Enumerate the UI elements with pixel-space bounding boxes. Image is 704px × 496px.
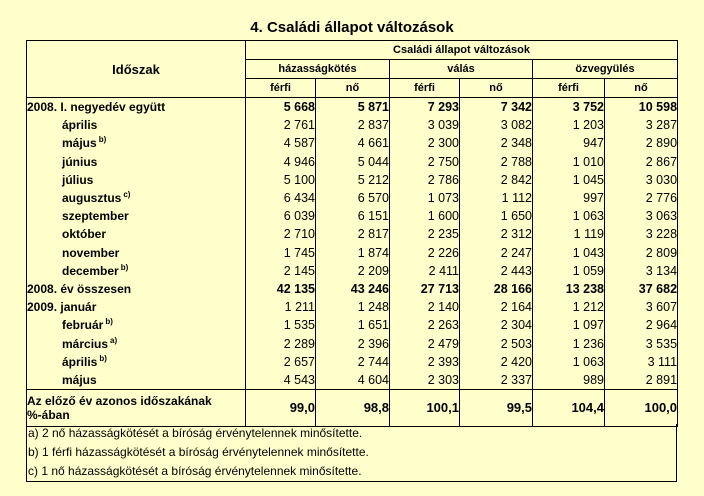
footnote-ref: b) [105, 317, 113, 327]
value-cell: 4 946 [246, 153, 316, 171]
row-label-text: 2009. január [27, 300, 97, 315]
value-cell: 1 600 [390, 207, 460, 225]
value-cell: 4 587 [246, 134, 316, 152]
value-cell: 2 396 [316, 334, 390, 352]
table-row [27, 353, 678, 371]
value-cell: 1 203 [533, 116, 605, 134]
table-row [27, 189, 678, 207]
page-title: 4. Családi állapot változások [250, 19, 454, 36]
row-label [27, 171, 246, 189]
table-row [27, 280, 678, 298]
value-cell: 2 304 [460, 316, 533, 334]
row-label [27, 316, 246, 334]
value-cell: 2 235 [390, 225, 460, 243]
value-cell: 6 039 [246, 207, 316, 225]
value-cell: 1 236 [533, 334, 605, 352]
value-cell: 1 063 [533, 207, 605, 225]
value-cell: 6 570 [316, 189, 390, 207]
table-row [27, 334, 678, 352]
value-cell: 13 238 [533, 280, 605, 298]
value-cell: 2 443 [460, 262, 533, 280]
value-cell: 5 044 [316, 153, 390, 171]
value-cell: 2 337 [460, 371, 533, 390]
table-row [27, 207, 678, 225]
value-cell: 1 043 [533, 244, 605, 262]
value-cell: 4 543 [246, 371, 316, 390]
value-cell: 2 312 [460, 225, 533, 243]
value-cell: 3 535 [605, 334, 678, 352]
value-cell: 42 135 [246, 280, 316, 298]
value-cell: 1 073 [390, 189, 460, 207]
value-cell: 2 761 [246, 116, 316, 134]
row-label [27, 334, 246, 352]
category-header: házasságkötés [246, 60, 390, 79]
group-header: Családi állapot változások [246, 41, 678, 60]
row-label [27, 298, 246, 316]
period-header: Időszak [27, 41, 246, 98]
row-label [27, 353, 246, 371]
value-cell: 6 151 [316, 207, 390, 225]
value-cell: 5 212 [316, 171, 390, 189]
value-cell: 3 752 [533, 98, 605, 117]
row-label-text: augusztus [62, 191, 122, 206]
value-cell: 1 010 [533, 153, 605, 171]
value-cell: 1 651 [316, 316, 390, 334]
value-cell: 43 246 [316, 280, 390, 298]
table-row [27, 153, 678, 171]
comparison-cell: 98,8 [316, 390, 390, 427]
value-cell: 2 809 [605, 244, 678, 262]
value-cell: 4 604 [316, 371, 390, 390]
value-cell: 1 874 [316, 244, 390, 262]
value-cell: 2 891 [605, 371, 678, 390]
value-cell: 947 [533, 134, 605, 152]
value-cell: 27 713 [390, 280, 460, 298]
value-cell: 1 045 [533, 171, 605, 189]
value-cell: 3 111 [605, 353, 678, 371]
footnote: c) 1 nő házasságkötését a bíróság érvénytelennek minősítette. [26, 462, 677, 482]
value-cell: 2 890 [605, 134, 678, 152]
value-cell: 2 744 [316, 353, 390, 371]
sub-header: férfi [533, 79, 605, 98]
footnote-ref: a) [110, 335, 118, 345]
row-label-text: február [62, 318, 104, 333]
row-label [27, 134, 246, 152]
value-cell: 1 248 [316, 298, 390, 316]
value-cell: 2 842 [460, 171, 533, 189]
value-cell: 2 817 [316, 225, 390, 243]
footnote-ref: b) [120, 262, 129, 272]
value-cell: 2 263 [390, 316, 460, 334]
value-cell: 2 750 [390, 153, 460, 171]
value-cell: 3 030 [605, 171, 678, 189]
comparison-cell: 104,4 [533, 390, 605, 427]
comparison-cell: 100,0 [605, 390, 678, 427]
sub-header: nő [460, 79, 533, 98]
category-header: özvegyülés [533, 60, 678, 79]
value-cell: 3 287 [605, 116, 678, 134]
value-cell: 2 140 [390, 298, 460, 316]
value-cell: 2 393 [390, 353, 460, 371]
row-label [27, 225, 246, 243]
value-cell: 3 228 [605, 225, 678, 243]
row-label [27, 153, 246, 171]
value-cell: 2 837 [316, 116, 390, 134]
value-cell: 3 134 [605, 262, 678, 280]
value-cell: 2 226 [390, 244, 460, 262]
value-cell: 2 776 [605, 189, 678, 207]
footnotes [26, 424, 677, 482]
row-label-text: 2008. I. negyedév együtt [27, 100, 166, 115]
value-cell: 1 535 [246, 316, 316, 334]
row-label [27, 207, 246, 225]
value-cell: 2 420 [460, 353, 533, 371]
value-cell: 28 166 [460, 280, 533, 298]
row-label-text: május [62, 372, 97, 387]
value-cell: 3 607 [605, 298, 678, 316]
value-cell: 2 867 [605, 153, 678, 171]
row-label-text: július [62, 172, 94, 187]
table-row [27, 262, 678, 280]
row-label-text: június [62, 154, 98, 169]
table-row [27, 171, 678, 189]
footnote: b) 1 férfi házasságkötését a bíróság érvénytelennek minősítette. [26, 443, 677, 462]
value-cell: 5 871 [316, 98, 390, 117]
footnote-ref: b) [99, 353, 107, 363]
value-cell: 2 289 [246, 334, 316, 352]
row-label [27, 116, 246, 134]
comparison-cell: 99,0 [246, 390, 316, 427]
value-cell: 1 063 [533, 353, 605, 371]
value-cell: 4 661 [316, 134, 390, 152]
row-label-text: október [62, 227, 107, 242]
sub-header: férfi [390, 79, 460, 98]
data-table [26, 40, 678, 427]
value-cell: 2 503 [460, 334, 533, 352]
footnote: a) 2 nő házasságkötését a bíróság érvénytelennek minősítette. [26, 424, 677, 443]
value-cell: 2 964 [605, 316, 678, 334]
row-label [27, 244, 246, 262]
category-header: válás [390, 60, 533, 79]
value-cell: 2 300 [390, 134, 460, 152]
footnote-ref: b) [98, 135, 107, 145]
row-label [27, 262, 246, 280]
value-cell: 2 479 [390, 334, 460, 352]
table-row [27, 371, 678, 390]
row-label-text: 2008. év összesen [27, 281, 132, 296]
row-label-text: szeptember [62, 209, 129, 224]
value-cell: 2 303 [390, 371, 460, 390]
row-label-text: november [62, 245, 120, 260]
value-cell: 2 411 [390, 262, 460, 280]
row-label-text: december [62, 263, 119, 278]
table-row [27, 225, 678, 243]
value-cell: 7 293 [390, 98, 460, 117]
value-cell: 1 059 [533, 262, 605, 280]
value-cell: 5 100 [246, 171, 316, 189]
value-cell: 5 668 [246, 98, 316, 117]
value-cell: 1 112 [460, 189, 533, 207]
value-cell: 1 745 [246, 244, 316, 262]
table-row [27, 134, 678, 152]
value-cell: 2 209 [316, 262, 390, 280]
sub-header: férfi [246, 79, 316, 98]
row-label [27, 371, 246, 390]
sub-header: nő [316, 79, 390, 98]
row-label-text: április [62, 118, 98, 133]
row-label-text: április [62, 354, 98, 369]
table-row [27, 316, 678, 334]
value-cell: 6 434 [246, 189, 316, 207]
comparison-label [27, 390, 246, 427]
footnote-ref: c) [123, 190, 131, 200]
value-cell: 2 788 [460, 153, 533, 171]
comparison-cell: 100,1 [390, 390, 460, 427]
row-label [27, 98, 246, 117]
value-cell: 7 342 [460, 98, 533, 117]
value-cell: 2 348 [460, 134, 533, 152]
value-cell: 997 [533, 189, 605, 207]
row-label-text: május [62, 136, 97, 151]
value-cell: 989 [533, 371, 605, 390]
value-cell: 2 786 [390, 171, 460, 189]
value-cell: 1 650 [460, 207, 533, 225]
value-cell: 37 682 [605, 280, 678, 298]
sub-header: nő [605, 79, 678, 98]
value-cell: 2 247 [460, 244, 533, 262]
table-row [27, 116, 678, 134]
comparison-cell: 99,5 [460, 390, 533, 427]
value-cell: 10 598 [605, 98, 678, 117]
value-cell: 2 145 [246, 262, 316, 280]
row-label-text: március [62, 336, 109, 351]
value-cell: 3 039 [390, 116, 460, 134]
value-cell: 1 212 [533, 298, 605, 316]
comparison-label-line: Az előző év azonos időszakának [27, 394, 212, 408]
value-cell: 3 082 [460, 116, 533, 134]
value-cell: 2 657 [246, 353, 316, 371]
value-cell: 2 710 [246, 225, 316, 243]
row-label [27, 189, 246, 207]
value-cell: 1 097 [533, 316, 605, 334]
value-cell: 1 211 [246, 298, 316, 316]
value-cell: 3 063 [605, 207, 678, 225]
value-cell: 1 119 [533, 225, 605, 243]
comparison-label-line: %-ában [27, 408, 70, 422]
value-cell: 2 164 [460, 298, 533, 316]
table-row [27, 298, 678, 316]
row-label [27, 280, 246, 298]
table-row [27, 98, 678, 117]
table-row [27, 244, 678, 262]
